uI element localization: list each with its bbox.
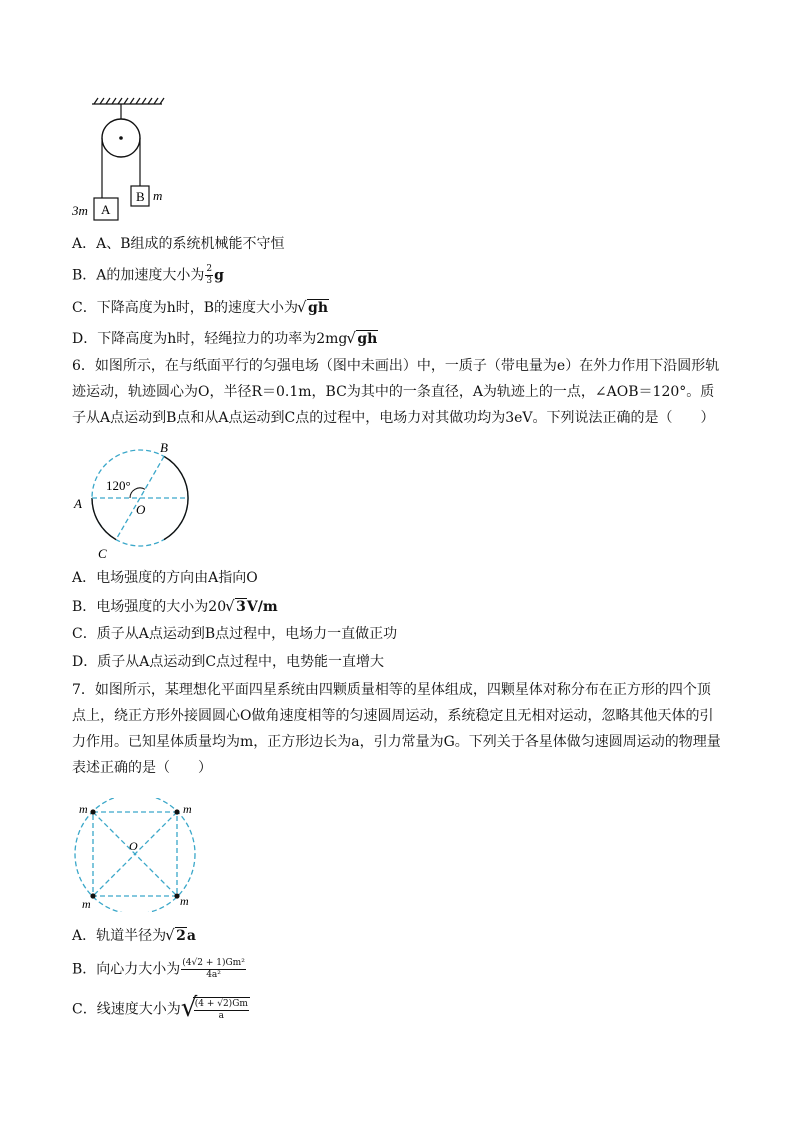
fraction-denominator: a [218,1011,224,1021]
fraction-numerator: (4√2 + 1)Gm² [182,958,245,968]
center-o-label: O [129,839,138,853]
q7-stem-line-3: 力作用。已知星体质量均为m，正方形边长为a，引力常量为G。下列关于各星体做匀速圆周运动的物理量 [72,734,721,750]
q6-stem-line-3: 子从A点运动到B点和从A点运动到C点的过程中，电场力对其做功均为3eV。下列说法正确的是（ ） [72,410,715,426]
q6-option-b-text: B．电场强度的大小为20 [72,599,227,615]
root-radicand: 3 [236,599,246,615]
q7-stem-line-1: 7．如图所示，某理想化平面四星系统由四颗质量相等的星体组成，四颗星体对称分布在正方形的四个顶 [72,682,711,698]
mass-label-tl: m [79,802,88,816]
star-dot-tl [90,809,95,814]
point-b-label: B [160,440,168,455]
trajectory-arc-left [92,498,116,540]
point-a-label: A [74,496,82,511]
label-block-b: B [136,189,145,204]
q5-option-c-root [298,298,329,318]
q6-option-b [72,597,278,617]
q6-stem [72,353,722,431]
q7-option-a [72,926,196,946]
q5-option-d-root [347,329,378,349]
root-radicand: gh [357,331,378,347]
q6-option-c: C．质子从A点运动到B点过程中，电场力一直做正功 [72,626,398,642]
star-dot-tr [174,809,179,814]
q7-stem-line-4: 表述正确的是（ ） [72,760,212,776]
fraction-denominator: 3 [206,276,213,286]
q7-option-b-text: B．向心力大小为 [72,961,181,978]
mass-label-bl: m [82,897,91,911]
q6-option-b-unit: V/m [246,599,278,615]
q7-stem [72,677,722,781]
q5-option-d-text: D．下降高度为h时，轻绳拉力的功率为2mg [72,331,348,347]
q7-option-a-unit: a [186,928,196,944]
fraction-numerator: 2 [206,264,213,274]
q5-option-c-text: C．下降高度为h时，B的速度大小为 [72,300,299,316]
label-mass-a: 3m [72,203,88,218]
point-c-label: C [98,546,107,561]
q7-option-a-root [166,926,187,946]
q7-option-c-text: C．线速度大小为 [72,1001,181,1018]
q7-option-c [72,997,250,1022]
angle-label: 120° [106,478,131,493]
q7-option-c-fraction [194,999,249,1022]
q5-option-b-unit: g [214,267,224,284]
fraction-numerator: √ (4 + √2)Gm [194,999,248,1009]
q5-option-c [72,298,329,318]
q6-stem-line-1: 6．如图所示，在与纸面平行的匀强电场（图中未画出）中，一质子（带电量为e）在外力作用下沿圆形轨 [72,358,720,374]
fraction-denominator: 4a² [206,970,221,980]
q7-square-figure [68,798,208,912]
q6-option-a: A．电场强度的方向由A指向O [72,570,258,586]
star-dot-bl [90,893,95,898]
point-o-label: O [136,502,146,517]
label-mass-b: m [153,188,163,203]
q7-stem-line-2: 点上，绕正方形外接圆圆心O做角速度相等的匀速圆周运动，系统稳定且无相对运动，忽略其他天体的引 [72,708,714,724]
q5-option-b-fraction [205,264,213,287]
q6-circle-figure [66,436,206,564]
q7-option-c-root [181,997,250,1022]
star-dot-br [174,893,179,898]
root-radicand: gh [308,300,328,316]
q6-option-b-root [226,597,247,617]
q5-option-a: A．A、B组成的系统机械能不守恒 [72,236,285,252]
q5-option-b [72,264,224,287]
q7-option-b-fraction [181,958,246,981]
q6-stem-line-2: 迹运动，轨迹圆心为O，半径R＝0.1m，BC为其中的一条直径，A为轨迹上的一点，∠AOB＝120°。质 [72,384,715,400]
q5-option-b-text: B．A的加速度大小为 [72,267,205,284]
q7-option-a-text: A．轨道半径为 [72,928,167,944]
q6-option-d: D．质子从A点运动到C点过程中，电势能一直增大 [72,654,385,670]
mass-label-br: m [180,894,189,908]
q7-option-b [72,958,247,981]
mass-label-tr: m [183,802,192,816]
pulley-figure [70,96,190,226]
ceiling [92,98,164,104]
root-radicand: 2 [176,928,186,944]
q5-option-d [72,329,378,349]
pulley-axle [119,136,123,140]
label-block-a: A [101,202,111,217]
